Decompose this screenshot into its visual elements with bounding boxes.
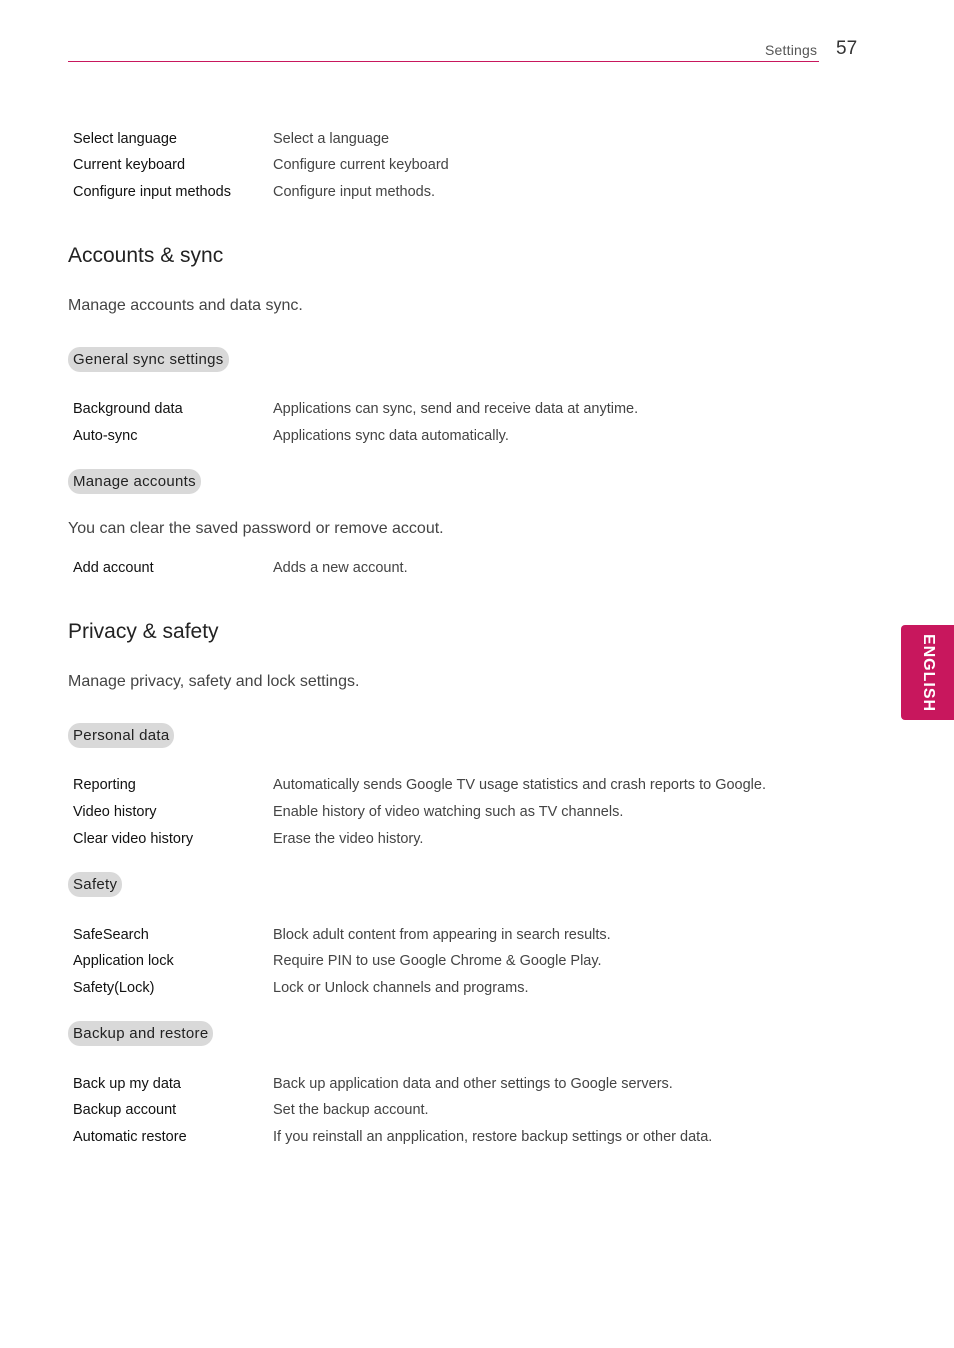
- row-description: If you reinstall an anpplication, restore backup settings or other data.: [273, 1129, 713, 1145]
- subsection-label-safety: Safety: [68, 872, 122, 897]
- language-side-tab: [901, 625, 954, 720]
- row-term: Current keyboard: [73, 157, 186, 173]
- row-description: Configure current keyboard: [273, 157, 449, 173]
- section-heading-accounts-sync: Accounts & sync: [68, 244, 224, 267]
- header-section-label: Settings: [765, 42, 818, 58]
- row-term: SafeSearch: [73, 927, 149, 943]
- row-description: Adds a new account.: [273, 560, 408, 576]
- section-intro: Manage accounts and data sync.: [68, 297, 303, 314]
- row-description: Select a language: [273, 131, 390, 147]
- row-term: Backup account: [73, 1102, 177, 1118]
- row-term: Safety(Lock): [73, 980, 155, 996]
- subsection-label-general-sync: General sync settings: [68, 347, 229, 372]
- row-description: Applications can sync, send and receive data at anytime.: [273, 401, 639, 417]
- row-term: Back up my data: [73, 1076, 181, 1092]
- row-description: Set the backup account.: [273, 1102, 429, 1118]
- row-term: Reporting: [73, 777, 136, 793]
- row-description: Block adult content from appearing in search results.: [273, 927, 611, 943]
- header-divider: [68, 61, 819, 62]
- section-heading-privacy-safety: Privacy & safety: [68, 620, 219, 643]
- row-term: Select language: [73, 131, 177, 147]
- row-description: Automatically sends Google TV usage statistics and crash reports to Google.: [273, 777, 766, 793]
- language-side-tab-label: ENGLISH: [919, 633, 937, 712]
- row-description: Lock or Unlock channels and programs.: [273, 980, 529, 996]
- row-term: Configure input methods: [73, 184, 231, 200]
- row-term: Add account: [73, 560, 154, 576]
- row-description: Configure input methods.: [273, 184, 436, 200]
- subsection-label-backup-restore: Backup and restore: [68, 1021, 213, 1046]
- subsection-label-manage-accounts: Manage accounts: [68, 469, 201, 494]
- section-intro: Manage privacy, safety and lock settings.: [68, 673, 360, 690]
- subsection-label-personal-data: Personal data: [68, 723, 174, 748]
- row-term: Application lock: [73, 953, 174, 969]
- row-term: Video history: [73, 804, 157, 820]
- row-description: Applications sync data automatically.: [273, 428, 509, 444]
- row-term: Automatic restore: [73, 1129, 187, 1145]
- row-description: Erase the video history.: [273, 831, 424, 847]
- subsection-intro: You can clear the saved password or remove accout.: [68, 520, 444, 537]
- page-number: 57: [836, 38, 858, 59]
- row-term: Auto-sync: [73, 428, 138, 444]
- row-term: Background data: [73, 401, 183, 417]
- row-description: Require PIN to use Google Chrome & Google Play.: [273, 953, 602, 969]
- row-description: Back up application data and other settings to Google servers.: [273, 1076, 673, 1092]
- row-description: Enable history of video watching such as TV channels.: [273, 804, 624, 820]
- row-term: Clear video history: [73, 831, 194, 847]
